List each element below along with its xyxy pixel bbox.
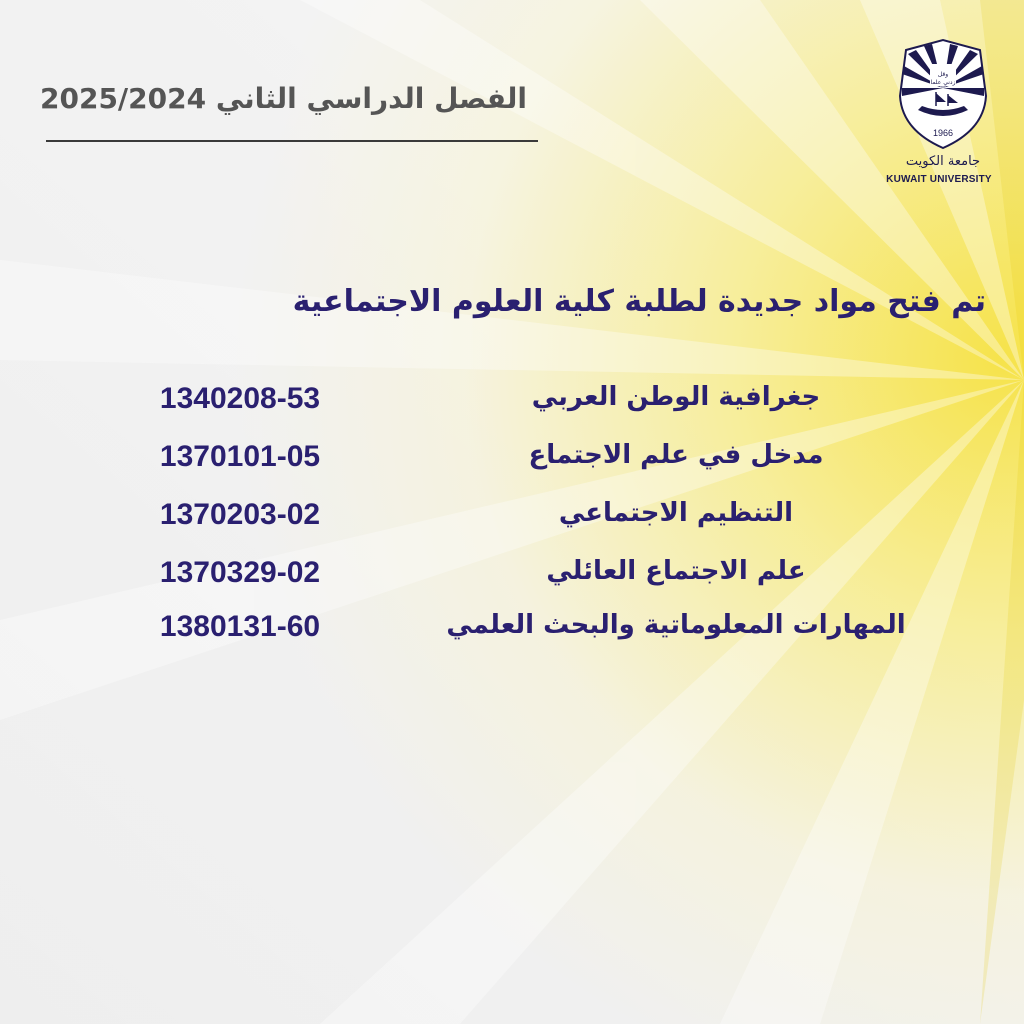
course-row [0, 498, 1024, 550]
course-code: 1340208-53 [159, 382, 321, 415]
course-code: 1370101-05 [159, 440, 321, 473]
semester-title: الفصل الدراسي الثاني 2025/2024 [40, 82, 527, 115]
course-name: علم الاجتماع العائلي [546, 556, 806, 586]
course-row [0, 382, 1024, 434]
kuwait-university-logo [888, 36, 998, 196]
course-code: 1370329-02 [159, 556, 321, 589]
course-row [0, 440, 1024, 492]
course-code: 1380131-60 [159, 610, 321, 643]
logo-name-english: KUWAIT UNIVERSITY [886, 174, 992, 185]
course-name: مدخل في علم الاجتماع [528, 440, 824, 470]
course-name: التنظيم الاجتماعي [558, 498, 794, 528]
logo-name-arabic: جامعة الكويت [905, 154, 981, 169]
svg-text:وقل: وقل [937, 71, 949, 78]
title-divider [46, 140, 538, 142]
course-name: المهارات المعلوماتية والبحث العلمي [446, 610, 906, 640]
announcement-headline: تم فتح مواد جديدة لطلبة كلية العلوم الاجتماعية [292, 284, 986, 319]
logo-year: 1966 [932, 128, 954, 138]
course-code: 1370203-02 [159, 498, 321, 531]
course-name: جغرافية الوطن العربي [531, 382, 821, 412]
svg-text:زدني علما: زدني علما [930, 79, 956, 86]
course-row [0, 610, 1024, 662]
course-row [0, 556, 1024, 608]
